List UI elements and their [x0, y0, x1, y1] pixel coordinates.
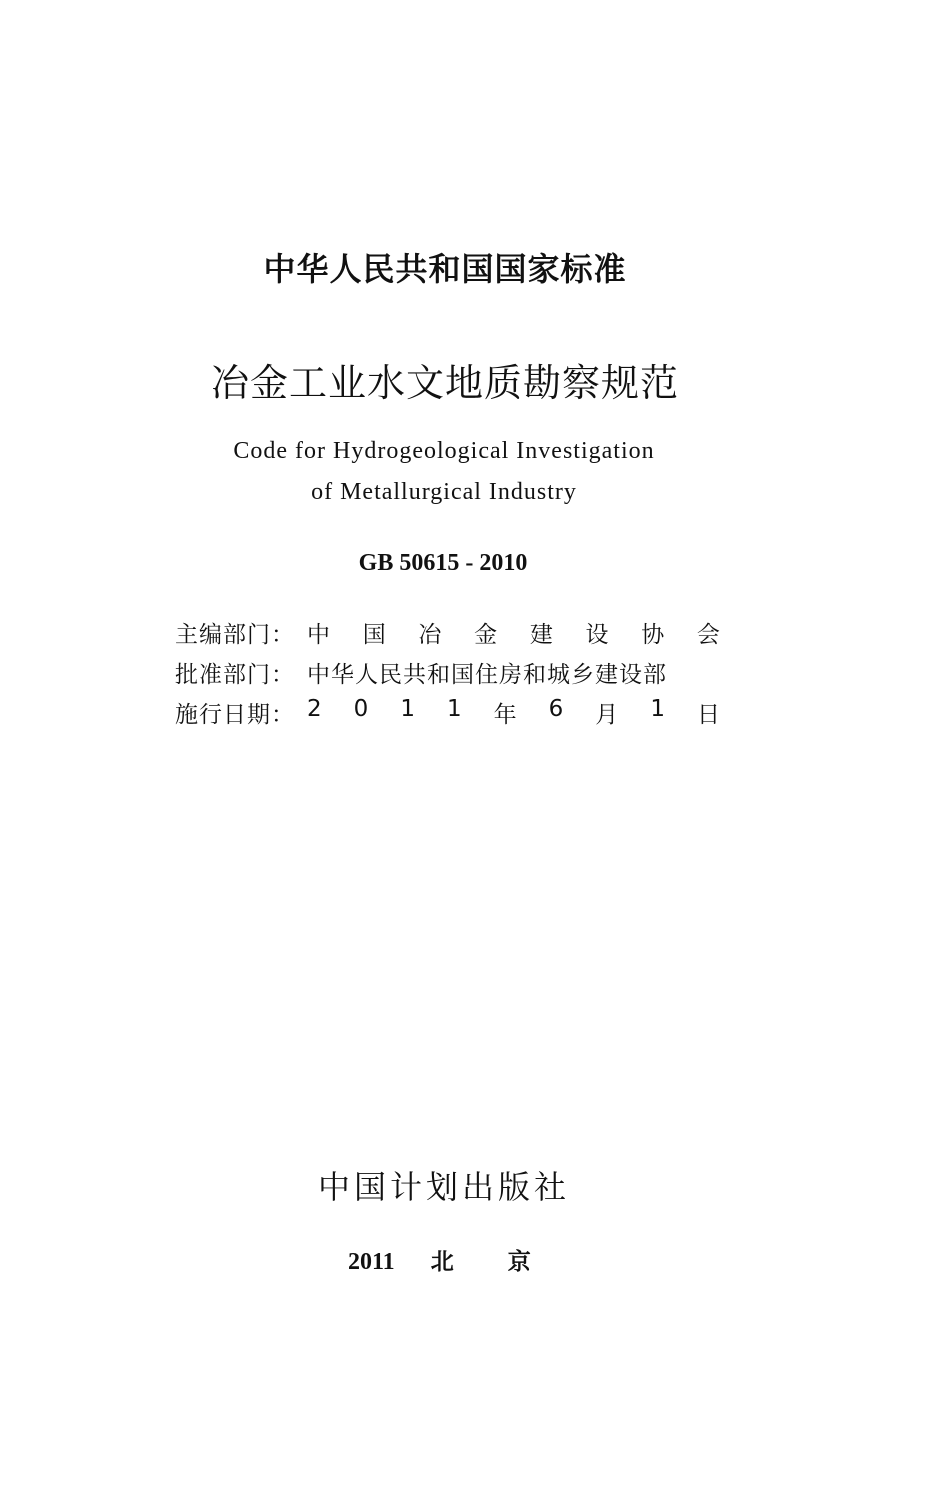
editor-char: 设: [585, 621, 609, 648]
approver-label: 批准部门：: [175, 661, 295, 688]
editor-char: 国: [362, 621, 386, 648]
editor-char: 会: [696, 621, 720, 648]
date-char: 2: [307, 695, 322, 722]
publisher-name: 中国计划出版社: [317, 1168, 570, 1206]
document-title-chinese: 冶金工业水文地质勘察规范: [210, 361, 679, 405]
editor-char: 金: [474, 621, 498, 648]
standard-code-number: GB 50615 - 2010: [358, 550, 528, 576]
editor-char: 建: [529, 621, 553, 648]
publication-year: 2011: [348, 1249, 395, 1275]
effective-date-value: [307, 696, 720, 729]
editor-value: [307, 616, 720, 649]
effective-date-label: 施行日期：: [175, 701, 295, 728]
date-char: 1: [446, 695, 462, 722]
editor-char: 冶: [418, 621, 442, 648]
national-standard-heading: 中华人民共和国国家标准: [263, 250, 627, 288]
approver-row: [175, 659, 720, 688]
date-char: 年: [493, 701, 517, 728]
document-title-english-line2: of Metallurgical Industry: [311, 479, 577, 505]
date-char: 1: [400, 695, 415, 722]
date-char: 日: [696, 701, 720, 728]
effective-date-row: [175, 695, 720, 728]
date-char: 1: [650, 695, 665, 722]
editor-label: 主编部门：: [175, 621, 295, 648]
publication-year-place: [348, 1243, 585, 1276]
publication-info: [175, 619, 720, 739]
editor-char: 中: [307, 621, 330, 648]
editor-row: [175, 619, 720, 648]
editor-char: 协: [641, 621, 665, 648]
publication-city: 北京: [430, 1249, 585, 1275]
date-char: 6: [548, 695, 564, 722]
date-char: 月: [595, 701, 619, 728]
approver-value: 中华人民共和国住房和城乡建设部: [307, 661, 667, 688]
document-title-english-line1: Code for Hydrogeological Investigation: [233, 438, 655, 464]
date-char: 0: [353, 695, 369, 722]
